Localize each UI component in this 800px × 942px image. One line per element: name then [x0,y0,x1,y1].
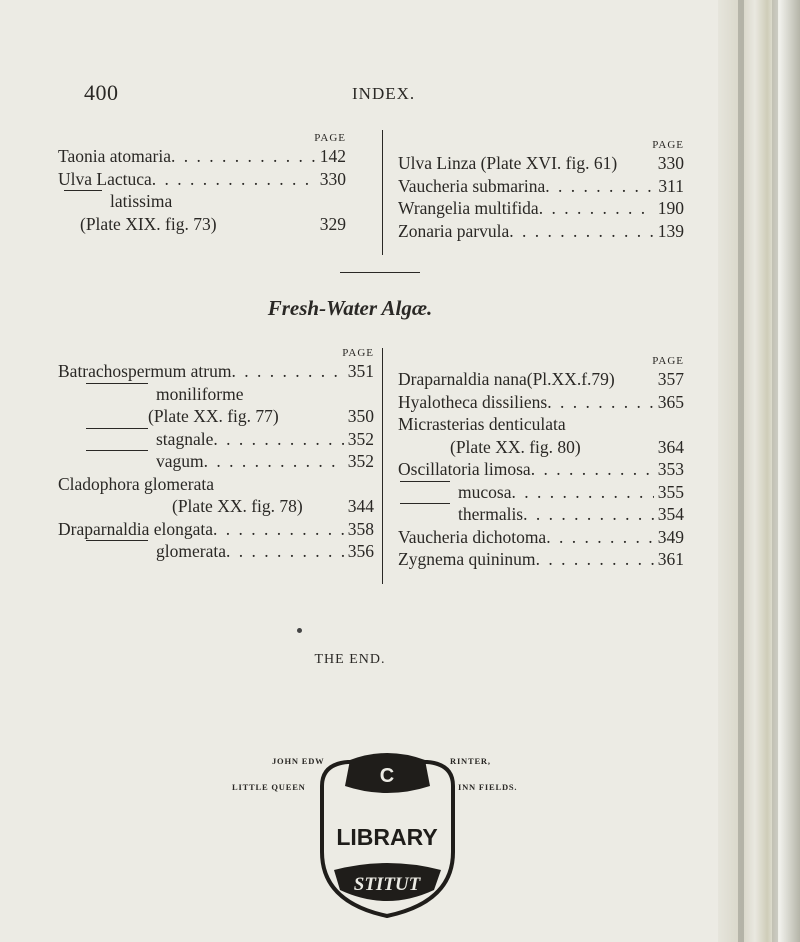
end-text: THE END. [314,652,386,667]
page-column-header: PAGE [314,132,346,144]
stamp-label: LIBRARY [336,824,438,850]
list-item: Zonaria parvula . . . 139 [398,220,684,243]
list-item: Hyalotheca dissiliens . . . 365 [398,391,684,414]
list-item: (Plate XX. fig. 78) 344 [172,496,374,516]
freshwater-left-column [58,346,374,563]
list-item: latissima [58,190,346,213]
list-item: mucosa . . . 355 [398,481,684,504]
library-stamp [310,752,465,920]
printer-line-1-right: RINTER, [450,756,491,766]
freshwater-right-column [398,354,684,571]
page-number: 400 [84,80,119,105]
list-item: Wrangelia multifida . . . 190 [398,197,684,220]
list-item: thermalis . . . 354 [398,503,684,526]
list-item: Zygnema quininum . . . 361 [398,548,684,571]
page-column-header: PAGE [652,355,684,367]
list-item: moniliforme [58,383,374,406]
list-item: stagnale . . . 352 [58,428,374,451]
column-divider [382,348,383,584]
printer-line-1-left: JOHN EDW [272,756,325,766]
list-item: Vaucheria dichotoma . . . 349 [398,526,684,549]
page-column-header: PAGE [652,139,684,151]
marine-left-column [58,131,346,235]
printer-line-2-right: INN FIELDS. [458,782,518,792]
list-item: Ulva Linza (Plate XVI. fig. 61) 330 [398,153,684,173]
page-column-header: PAGE [342,347,374,359]
list-item: Micrasterias denticulata [398,414,566,434]
stamp-bottom-text: STITUT [353,874,421,895]
ink-dot [297,628,302,633]
section-divider [340,272,420,273]
list-item: vagum . . . 352 [58,450,374,473]
list-item: Vaucheria submarina . . . 311 [398,175,684,198]
list-item: (Plate XX. fig. 77) 350 [148,406,374,426]
list-item: Ulva Lactuca . . . 330 [58,168,346,191]
list-item: Taonia atomaria . . . 142 [58,145,346,168]
running-title: INDEX. [352,84,416,103]
book-page-edge [718,0,800,942]
list-item: Draparnaldia elongata . . . 358 [58,518,374,541]
section-title: Fresh-Water Algæ. [267,296,433,320]
stamp-top-text: C [379,765,395,787]
list-item: Draparnaldia nana(Pl.XX.f.79) 357 [398,369,684,389]
list-item: glomerata . . . 356 [58,540,374,563]
list-item: Oscillatoria limosa . . . 353 [398,458,684,481]
list-item: Cladophora glomerata [58,473,214,494]
list-item: Batrachospermum atrum . . . 351 [58,360,374,383]
column-divider [382,130,383,255]
list-item: (Plate XX. fig. 80) 364 [450,436,684,457]
list-item: (Plate XIX. fig. 73) 329 [80,213,346,234]
printer-line-2-left: LITTLE QUEEN [232,782,306,792]
marine-right-column [398,138,684,242]
